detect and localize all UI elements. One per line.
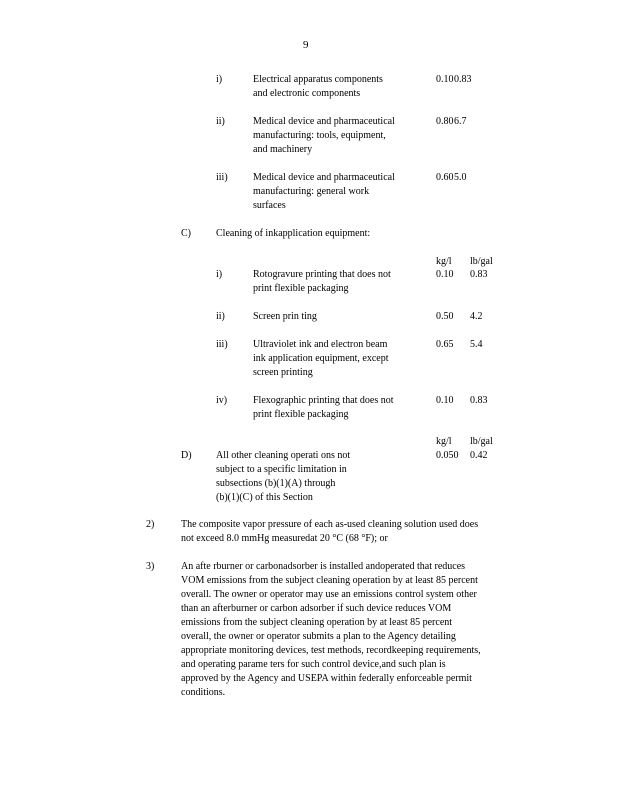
item-text-line: print flexible packaging: [253, 283, 349, 294]
value-kg-l: 0.10: [436, 74, 454, 85]
column-header-lb-gal: lb/gal: [470, 436, 493, 447]
value-lb-gal: 6.7: [454, 116, 467, 127]
item-text-line: Screen prin ting: [253, 311, 317, 322]
para-line: overall, the owner or operator submits a plan to the Agency detailing: [181, 631, 456, 642]
value-kg-l: 0.65: [436, 339, 454, 350]
column-header-lb-gal: lb/gal: [470, 256, 493, 267]
value-lb-gal: 0.83: [470, 269, 488, 280]
value-kg-l: 0.50: [436, 311, 454, 322]
item-text-line: subsections (b)(1)(A) through: [216, 478, 336, 489]
item-text-line: subject to a specific limitation in: [216, 464, 347, 475]
item-text-line: Medical device and pharmaceutical: [253, 172, 395, 183]
column-header-kg-l: kg/l: [436, 256, 452, 267]
item-text-line: Flexographic printing that does not: [253, 395, 394, 406]
item-text-line: Medical device and pharmaceutical: [253, 116, 395, 127]
value-lb-gal: 0.83: [470, 395, 488, 406]
value-kg-l: 0.10: [436, 269, 454, 280]
item-text-line: All other cleaning operati ons not: [216, 450, 351, 461]
value-lb-gal: 5.0: [454, 172, 467, 183]
section-c-marker: C): [181, 228, 191, 239]
item-text-line: print flexible packaging: [253, 409, 349, 420]
item-text-line: Ultraviolet ink and electron beam: [253, 339, 388, 350]
para-line: and operating parame ters for such control device,and such plan is: [181, 659, 446, 670]
item-text-line: Rotogravure printing that does not: [253, 269, 391, 280]
value-kg-l: 0.80: [436, 116, 454, 127]
item-marker: ii): [216, 116, 225, 127]
para-line: than an afterburner or carbon adsorber if such device reduces VOM: [181, 603, 452, 614]
para-line: approved by the Agency and USEPA within federally enforceable permit: [181, 673, 472, 684]
para-line: not exceed 8.0 mmHg measuredat 20 °C (68 °F); or: [181, 533, 388, 544]
item-text-line: manufacturing: general work: [253, 186, 370, 197]
value-lb-gal: 4.2: [470, 311, 483, 322]
value-kg-l: 0.050: [436, 450, 459, 461]
item-text-line: ink application equipment, except: [253, 353, 389, 364]
item-marker: ii): [216, 311, 225, 322]
item-text-line: and electronic components: [253, 88, 361, 99]
item-marker: iv): [216, 395, 228, 406]
item-text-line: surfaces: [253, 200, 286, 211]
item-marker: i): [216, 269, 223, 280]
para-line: The composite vapor pressure of each as-used cleaning solution used does: [181, 519, 479, 530]
item-marker: i): [216, 74, 223, 85]
para-line: VOM emissions from the subject cleaning operation by at least 85 percent: [181, 575, 478, 586]
para-line: appropriate monitoring devices, test methods, recordkeeping requirements,: [181, 645, 481, 656]
para-3-marker: 3): [146, 561, 155, 572]
item-text-line: Electrical apparatus components: [253, 74, 383, 85]
column-header-kg-l: kg/l: [436, 436, 452, 447]
item-marker: iii): [216, 172, 228, 183]
page-number: 9: [303, 39, 309, 51]
para-line: overall. The owner or operator may use an emissions control system other: [181, 589, 477, 600]
item-text-line: manufacturing: tools, equipment,: [253, 130, 386, 141]
para-line: emissions from the subject cleaning operation by at least 85 percent: [181, 617, 453, 628]
value-lb-gal: 0.42: [470, 450, 488, 461]
value-kg-l: 0.10: [436, 395, 454, 406]
value-kg-l: 0.60: [436, 172, 454, 183]
section-d-marker: D): [181, 450, 192, 461]
item-text-line: (b)(1)(C) of this Section: [216, 492, 313, 503]
value-lb-gal: 0.83: [454, 74, 472, 85]
para-2-marker: 2): [146, 519, 155, 530]
item-text-line: and machinery: [253, 144, 313, 155]
item-text-line: screen printing: [253, 367, 313, 378]
item-marker: iii): [216, 339, 228, 350]
para-line: An afte rburner or carbonadsorber is installed andoperated that reduces: [181, 561, 466, 572]
value-lb-gal: 5.4: [470, 339, 483, 350]
para-line: conditions.: [181, 687, 226, 698]
section-c-heading: Cleaning of inkapplication equipment:: [216, 228, 371, 239]
